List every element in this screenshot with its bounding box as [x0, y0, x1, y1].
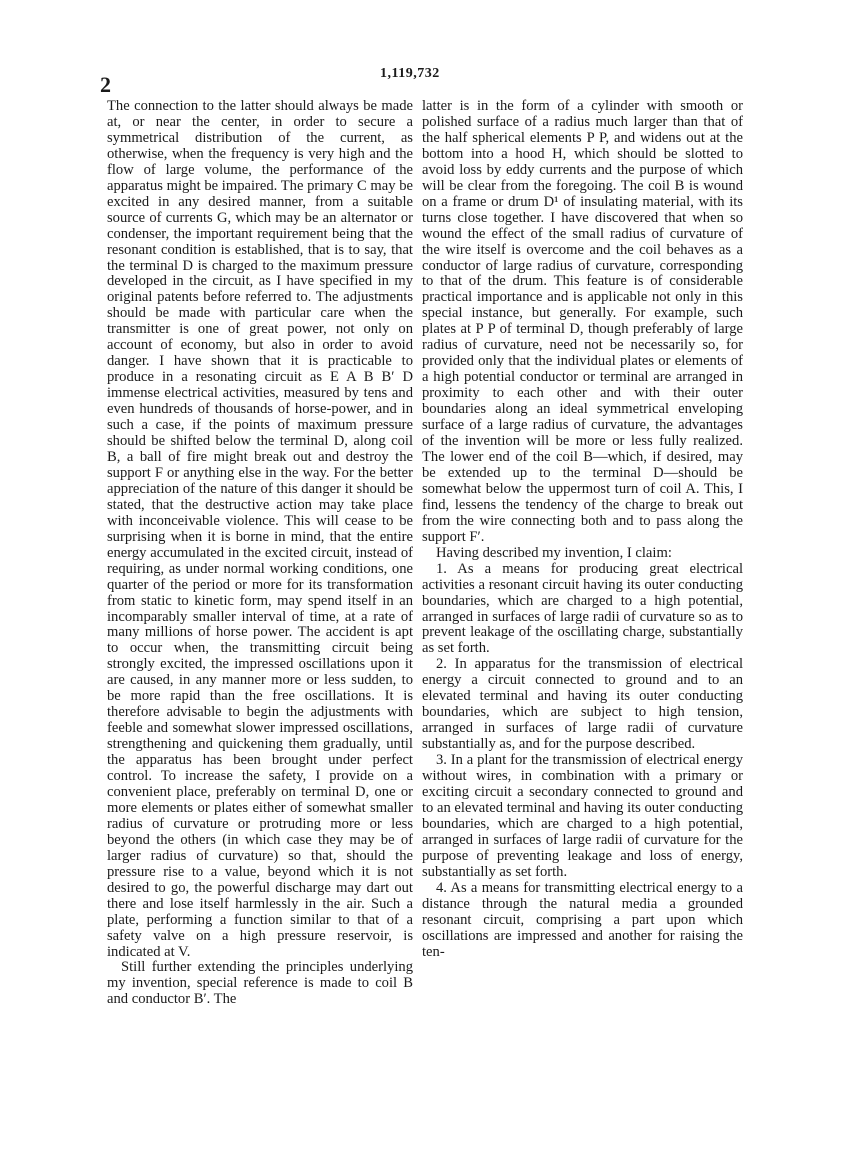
claims-intro: Having described my invention, I claim: — [436, 544, 672, 561]
right-paragraph-1: latter is in the form of a cylinder with smooth or polished surface of a radius much larger than that of the half spherical elements P P, and widens out at the bottom into a hood H, which should be slotted to avoid loss by eddy currents and the purpose of which will be clear from the foregoing. The coil B is wound on a frame or drum D¹ of insulating material, with its turns close together. I have discovered that when so wound the effect of the small radius of curvature of the wire itself is overcome and the coil behaves as a conductor of large radius of curvature, corresponding to that of the drum. This feature is of considerable practical importance and is applicable not only in this special instance, but generally. For example, such plates at P P of terminal D, though preferably of large radius of curvature, need not be necessarily so, for provided only that the individual plates or elements of a high potential conductor or terminal are arranged in proximity to each other and with their outer boundaries along an ideal symmetrical enveloping surface of a large radius of curvature, the advantages of the invention will be more or less fully realized. The lower end of the coil B—which, if desired, may be extended up to the terminal D—should be somewhat below the uppermost turn of coil A. This, I find, lessens the tendency of the charge to break out from the wire connecting both and to pass along the support F′. — [422, 98, 743, 545]
right-column — [422, 99, 743, 960]
claim-2: 2. In apparatus for the transmission of electrical energy a circuit connected to ground and to an elevated terminal and having its outer conducting boundaries, which are subject to high tension, arranged in surfaces of large radii of curvature substantially as, and for the purpose described. — [422, 656, 743, 753]
claim-4: 4. As a means for transmitting electrical energy to a distance through the natural media a grounded resonant circuit, comprising a part upon which oscillations are impressed and another for raising the ten- — [422, 879, 743, 960]
claim-1: 1. As a means for producing great electrical activities a resonant circuit having its outer conducting boundaries, which are charged to a high potential, arranged in surfaces of large radii of curvature so as to prevent leakage of the oscillating charge, substantially as set forth. — [422, 560, 743, 657]
page-number: 2 — [100, 72, 111, 97]
claim-3: 3. In a plant for the transmission of electrical energy without wires, in combination with a primary or exciting circuit a secondary connected to ground and to an elevated terminal and having its outer conducting boundaries, which are charged to a high potential, arranged in surfaces of large radii of curvature for the purpose of preventing leakage and loss of energy, substantially as set forth. — [422, 752, 743, 880]
left-paragraph-1: The connection to the latter should always be made at, or near the center, in order to secure a symmetrical distribution of the current, as otherwise, when the frequency is very high and the flow of large volume, the performance of the apparatus might be impaired. The primary C may be excited in any desired manner, from a suitable source of currents G, which may be an alternator or condenser, the important requirement being that the resonant condition is established, that is to say, that the terminal D is charged to the maximum pressure developed in the circuit, as I have specified in my original patents before referred to. The adjustments should be made with particular care when the transmitter is one of great power, not only on account of economy, but also in order to avoid danger. I have shown that it is practicable to produce in a resonating circuit as E A B B′ D immense electrical activities, measured by tens and even hundreds of thousands of horse-power, and in such a case, if the points of maximum pressure should be shifted below the terminal D, along coil B, a ball of fire might break out and destroy the support F or anything else in the way. For the better appreciation of the nature of this danger it should be stated, that the destructive action may take place with inconceivable violence. This will cease to be surprising when it is borne in mind, that the entire energy accumulated in the excited circuit, instead of requiring, as under normal working conditions, one quarter of the period or more for its transformation from static to kinetic form, may spend itself in an incomparably smaller interval of time, at a rate of many millions of horse power. The accident is apt to occur when, the transmitting circuit being strongly excited, the impressed oscillations upon it are caused, in any manner more or less sudden, to be more rapid than the free oscillations. It is therefore advisable to begin the adjustments with feeble and somewhat slower impressed oscillations, strengthening and quickening them gradually, until the apparatus has been brought under perfect control. To increase the safety, I provide on a convenient place, preferably on terminal D, one or more elements or plates either of somewhat smaller radius of curvature or protruding more or less beyond the others (in which case they may be of larger radius of curvature) so that, should the pressure rise to a value, beyond which it is not desired to go, the powerful discharge may dart out there and lose itself harmlessly in the air. Such a plate, performing a function similar to that of a safety valve on a high pressure reservoir, is indicated at V. — [107, 98, 413, 960]
patent-number: 1,119,732 — [380, 66, 440, 81]
left-paragraph-2: Still further extending the principles underlying my invention, special reference is made to coil B and conductor B′. The — [107, 959, 413, 1008]
left-column — [107, 99, 413, 1008]
